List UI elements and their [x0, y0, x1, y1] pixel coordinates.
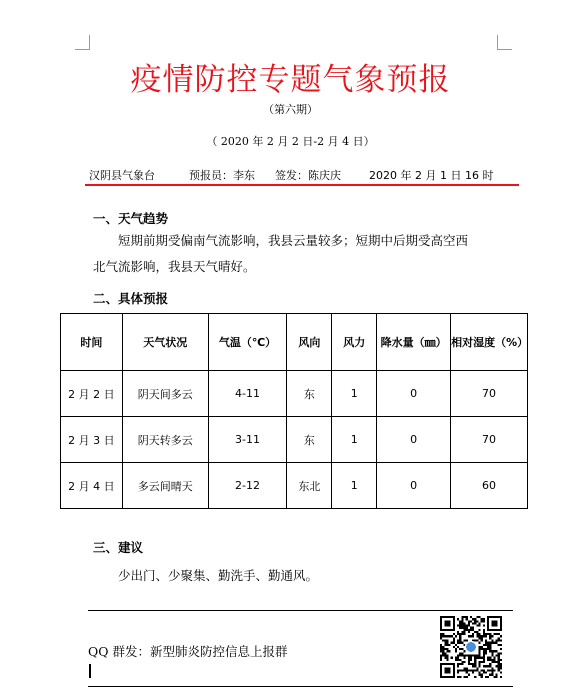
date-range: （ 2020 年 2 月 2 日-2 月 4 日） [206, 135, 375, 148]
table-row [61, 417, 528, 463]
table-header-cell: 气温（℃） [208, 314, 287, 371]
issue-number: （第六期） [263, 103, 318, 116]
table-cell: 3-11 [208, 417, 287, 463]
table-header-cell: 风向 [287, 314, 332, 371]
section-heading-detail: 二、具体预报 [93, 291, 169, 306]
table-header-cell: 时间 [61, 314, 123, 371]
table-cell: 多云间晴天 [122, 463, 208, 509]
table-row [61, 371, 528, 417]
station-name: 汉阴县气象台 [89, 169, 155, 182]
table-cell: 2-12 [208, 463, 287, 509]
table-cell: 东 [287, 417, 332, 463]
trend-paragraph-line2: 北气流影响，我县天气晴好。 [93, 259, 256, 274]
table-cell: 60 [451, 463, 528, 509]
table-cell: 70 [451, 417, 528, 463]
qr-code-icon [440, 616, 502, 678]
header-red-rule [85, 184, 519, 186]
margin-corner-mark [497, 35, 512, 50]
table-cell: 阴天转多云 [122, 417, 208, 463]
table-cell: 1 [332, 463, 377, 509]
table-cell: 2 月 3 日 [61, 417, 123, 463]
table-cell: 0 [377, 417, 451, 463]
footer-divider-top [88, 610, 513, 611]
table-cell: 阴天间多云 [122, 371, 208, 417]
table-header-cell: 风力 [332, 314, 377, 371]
table-cell: 70 [451, 371, 528, 417]
qq-group-notice: QQ 群发：新型肺炎防控信息上报群 [88, 644, 288, 659]
trend-paragraph-line1: 短期前期受偏南气流影响，我县云量较多；短期中后期受高空西 [118, 233, 469, 248]
text-cursor [89, 664, 91, 678]
table-cell: 东 [287, 371, 332, 417]
table-cell: 2 月 4 日 [61, 463, 123, 509]
table-row [61, 463, 528, 509]
margin-corner-mark [75, 35, 90, 50]
table-cell: 0 [377, 463, 451, 509]
document-title: 疫情防控专题气象预报 [130, 62, 451, 98]
issuer: 签发：陈庆庆 [275, 169, 341, 182]
table-cell: 1 [332, 371, 377, 417]
section-heading-advice: 三、建议 [93, 540, 144, 555]
table-cell: 0 [377, 371, 451, 417]
issued-time: 2020 年 2 月 1 日 16 时 [369, 169, 494, 182]
info-line [85, 167, 520, 185]
table-header-cell: 天气状况 [122, 314, 208, 371]
advice-paragraph: 少出门、少聚集、勤洗手、勤通风。 [118, 568, 319, 583]
forecast-table [60, 313, 528, 509]
table-header-cell: 降水量（㎜） [377, 314, 451, 371]
footer-divider-bottom [88, 686, 513, 687]
table-header-row [61, 314, 528, 371]
table-cell: 4-11 [208, 371, 287, 417]
table-cell: 东北 [287, 463, 332, 509]
table-cell: 1 [332, 417, 377, 463]
table-cell: 2 月 2 日 [61, 371, 123, 417]
table-header-cell: 相对湿度（%） [451, 314, 528, 371]
forecaster: 预报员：李东 [189, 169, 255, 182]
section-heading-trend: 一、天气趋势 [93, 211, 169, 226]
